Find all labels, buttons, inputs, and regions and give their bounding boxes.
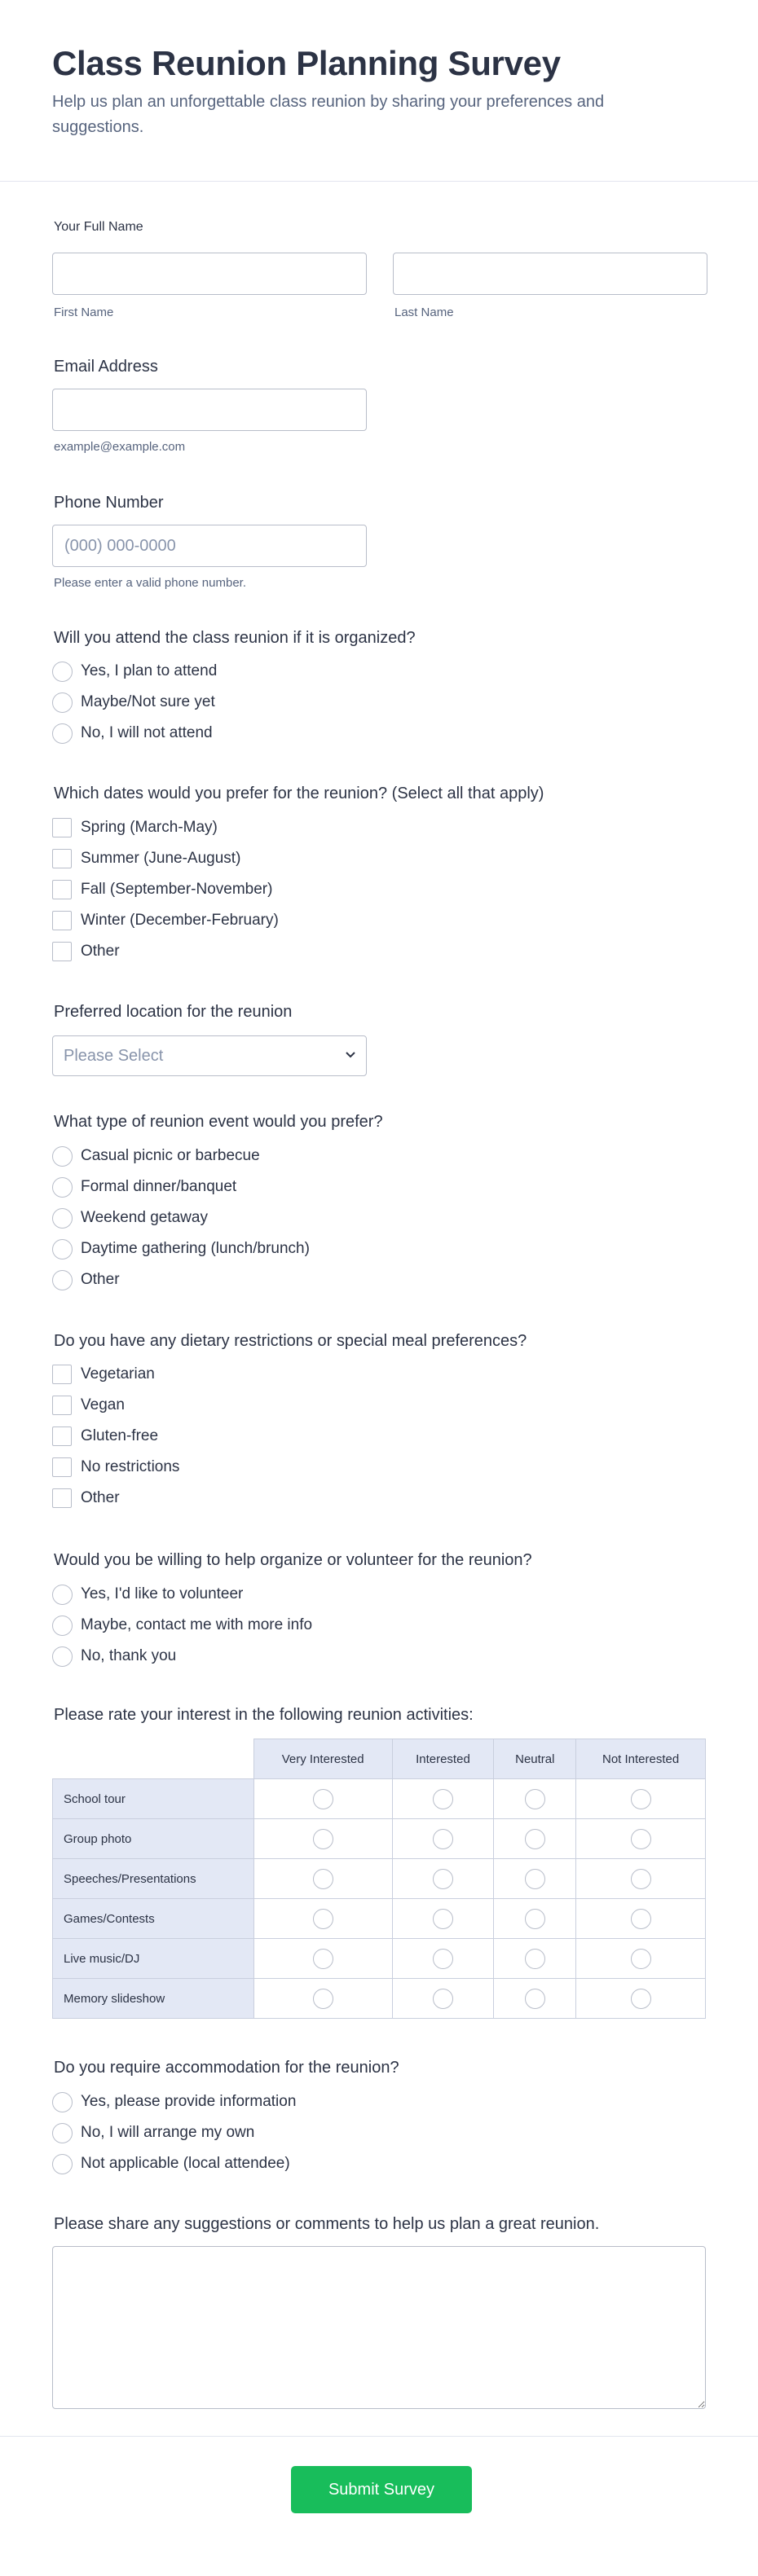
matrix-header-row: [53, 1739, 706, 1779]
matrix-cell: [576, 1979, 706, 2019]
email-sublabel: example@example.com: [54, 440, 186, 454]
email-input[interactable]: [52, 389, 367, 431]
attend-option-label: No, I will not attend: [81, 724, 213, 741]
event-type-options: [51, 1141, 310, 1295]
event-type-option[interactable]: [51, 1141, 310, 1172]
attend-option-label: Yes, I plan to attend: [81, 662, 218, 679]
first-name-sublabel: First Name: [54, 306, 114, 319]
email-question-label: Email Address: [54, 358, 158, 376]
matrix-cell: [576, 1819, 706, 1859]
matrix-cell: [253, 1819, 392, 1859]
radio-button[interactable]: [433, 1789, 453, 1809]
accommodation-option-label: No, I will arrange my own: [81, 2124, 255, 2141]
radio-button[interactable]: [52, 1615, 73, 1636]
radio-button[interactable]: [313, 1869, 333, 1889]
matrix-row: [53, 1899, 706, 1939]
matrix-corner: [53, 1739, 254, 1779]
accommodation-option-label: Yes, please provide information: [81, 2093, 297, 2110]
radio-button[interactable]: [631, 1869, 651, 1889]
volunteer-options: [51, 1579, 312, 1672]
dates-option-label: Other: [81, 943, 120, 960]
volunteer-option[interactable]: [51, 1610, 312, 1641]
event-type-question-label: What type of reunion event would you prefer?: [54, 1113, 383, 1131]
radio-button[interactable]: [631, 1789, 651, 1809]
radio-button[interactable]: [313, 1989, 333, 2009]
attend-question-label: Will you attend the class reunion if it is organized?: [54, 629, 416, 647]
location-select-value: Please Select: [64, 1046, 164, 1065]
dates-option[interactable]: [51, 936, 279, 967]
last-name-input[interactable]: [393, 253, 707, 295]
matrix-cell: [494, 1939, 576, 1979]
form-header: [0, 0, 758, 182]
checkbox[interactable]: [52, 942, 72, 961]
dates-option[interactable]: [51, 905, 279, 936]
matrix-cell: [494, 1819, 576, 1859]
radio-button[interactable]: [433, 1989, 453, 2009]
event-type-option[interactable]: [51, 1202, 310, 1233]
location-select[interactable]: [52, 1035, 367, 1076]
dates-option[interactable]: [51, 812, 279, 843]
matrix-row: [53, 1939, 706, 1979]
matrix-column-header: Very Interested: [253, 1739, 392, 1779]
matrix-cell: [576, 1859, 706, 1899]
radio-button[interactable]: [52, 1146, 73, 1167]
event-type-option-label: Formal dinner/banquet: [81, 1178, 237, 1195]
matrix-row-label: Group photo: [53, 1819, 254, 1859]
radio-button[interactable]: [313, 1829, 333, 1849]
matrix-cell: [576, 1899, 706, 1939]
checkbox[interactable]: [52, 1457, 72, 1477]
event-type-option-label: Weekend getaway: [81, 1209, 208, 1226]
radio-button[interactable]: [525, 1789, 545, 1809]
checkbox[interactable]: [52, 1396, 72, 1415]
radio-button[interactable]: [52, 2154, 73, 2174]
checkbox[interactable]: [52, 1365, 72, 1384]
form-footer: [0, 2436, 758, 2576]
radio-button[interactable]: [52, 2123, 73, 2143]
radio-button[interactable]: [52, 1270, 73, 1290]
radio-button[interactable]: [525, 1869, 545, 1889]
accommodation-options: [51, 2086, 296, 2179]
dietary-option-label: No restrictions: [81, 1458, 180, 1475]
matrix-column-header: Interested: [392, 1739, 494, 1779]
checkbox[interactable]: [52, 880, 72, 899]
radio-button[interactable]: [52, 1239, 73, 1259]
dates-option-label: Summer (June-August): [81, 850, 241, 867]
matrix-cell: [392, 1939, 494, 1979]
event-type-option[interactable]: [51, 1264, 310, 1295]
form-title: Class Reunion Planning Survey: [52, 44, 561, 82]
dietary-option-label: Vegetarian: [81, 1365, 155, 1383]
matrix-row: [53, 1979, 706, 2019]
radio-button[interactable]: [631, 1829, 651, 1849]
matrix-cell: [576, 1779, 706, 1819]
accommodation-question-label: Do you require accommodation for the reunion?: [54, 2059, 399, 2077]
activities-question-label: Please rate your interest in the following reunion activities:: [54, 1706, 474, 1724]
dates-question-label: Which dates would you prefer for the reunion? (Select all that apply): [54, 785, 544, 802]
submit-button[interactable]: Submit Survey: [291, 2466, 472, 2513]
matrix-row-label: Memory slideshow: [53, 1979, 254, 2019]
dates-option-label: Fall (September-November): [81, 881, 273, 898]
dietary-option[interactable]: [51, 1452, 179, 1483]
matrix-cell: [392, 1779, 494, 1819]
matrix-cell: [392, 1859, 494, 1899]
event-type-option-label: Daytime gathering (lunch/brunch): [81, 1240, 310, 1257]
volunteer-option[interactable]: [51, 1641, 312, 1672]
phone-sublabel: Please enter a valid phone number.: [54, 576, 246, 590]
dates-option-label: Spring (March-May): [81, 819, 218, 836]
dietary-option-label: Vegan: [81, 1396, 125, 1413]
checkbox[interactable]: [52, 1426, 72, 1446]
attend-option[interactable]: [51, 687, 217, 718]
dietary-question-label: Do you have any dietary restrictions or special meal preferences?: [54, 1332, 527, 1350]
radio-button[interactable]: [433, 1829, 453, 1849]
chevron-down-icon: [345, 1051, 356, 1059]
radio-button[interactable]: [313, 1789, 333, 1809]
dietary-option[interactable]: [51, 1390, 179, 1421]
matrix-cell: [576, 1939, 706, 1979]
radio-button[interactable]: [52, 1208, 73, 1229]
radio-button[interactable]: [433, 1869, 453, 1889]
event-type-option-label: Casual picnic or barbecue: [81, 1147, 260, 1164]
matrix-cell: [392, 1819, 494, 1859]
matrix-cell: [253, 1899, 392, 1939]
dietary-option-label: Gluten-free: [81, 1427, 159, 1444]
radio-button[interactable]: [313, 1949, 333, 1969]
name-fields: [52, 253, 707, 320]
location-question-label: Preferred location for the reunion: [54, 1003, 293, 1021]
form-subtitle: Help us plan an unforgettable class reunion by sharing your preferences and suggestions.: [52, 93, 605, 136]
checkbox[interactable]: [52, 849, 72, 868]
last-name-sublabel: Last Name: [394, 306, 454, 319]
comments-textarea[interactable]: [52, 2246, 706, 2409]
comments-question-label: Please share any suggestions or comments to help us plan a great reunion.: [54, 2215, 600, 2233]
checkbox[interactable]: [52, 1488, 72, 1508]
accommodation-option[interactable]: [51, 2148, 296, 2179]
first-name-input[interactable]: [52, 253, 367, 295]
radio-button[interactable]: [52, 2092, 73, 2112]
radio-button[interactable]: [433, 1909, 453, 1929]
matrix-cell: [494, 1859, 576, 1899]
matrix-row-label: School tour: [53, 1779, 254, 1819]
matrix-cell: [494, 1979, 576, 2019]
radio-button[interactable]: [525, 1829, 545, 1849]
accommodation-option-label: Not applicable (local attendee): [81, 2155, 290, 2172]
matrix-cell: [253, 1779, 392, 1819]
dates-option[interactable]: [51, 874, 279, 905]
radio-button[interactable]: [52, 1585, 73, 1605]
phone-input[interactable]: [52, 525, 367, 567]
radio-button[interactable]: [52, 723, 73, 744]
attend-options: [51, 656, 217, 749]
matrix-cell: [392, 1979, 494, 2019]
radio-button[interactable]: [52, 692, 73, 713]
event-type-option[interactable]: [51, 1233, 310, 1264]
matrix-row-label: Games/Contests: [53, 1899, 254, 1939]
volunteer-option[interactable]: [51, 1579, 312, 1610]
dietary-option[interactable]: [51, 1483, 179, 1514]
dates-options: [51, 812, 279, 967]
activities-matrix: [52, 1739, 706, 2019]
attend-option-label: Maybe/Not sure yet: [81, 693, 215, 710]
checkbox[interactable]: [52, 911, 72, 930]
matrix-cell: [392, 1899, 494, 1939]
dates-option-label: Winter (December-February): [81, 912, 279, 929]
event-type-option-label: Other: [81, 1271, 120, 1288]
matrix-cell: [494, 1899, 576, 1939]
radio-button[interactable]: [631, 1989, 651, 2009]
checkbox[interactable]: [52, 818, 72, 837]
volunteer-option-label: Maybe, contact me with more info: [81, 1616, 313, 1633]
volunteer-option-label: No, thank you: [81, 1647, 177, 1664]
radio-button[interactable]: [313, 1909, 333, 1929]
matrix-column-header: Neutral: [494, 1739, 576, 1779]
radio-button[interactable]: [631, 1949, 651, 1969]
radio-button[interactable]: [433, 1949, 453, 1969]
matrix-cell: [494, 1779, 576, 1819]
phone-question-label: Phone Number: [54, 494, 164, 512]
dates-option[interactable]: [51, 843, 279, 874]
matrix-column-header: Not Interested: [576, 1739, 706, 1779]
dietary-option[interactable]: [51, 1421, 179, 1452]
matrix-cell: [253, 1859, 392, 1899]
name-question-label: Your Full Name: [54, 220, 143, 234]
volunteer-option-label: Yes, I'd like to volunteer: [81, 1585, 244, 1602]
matrix-row-label: Live music/DJ: [53, 1939, 254, 1979]
attend-option[interactable]: [51, 656, 217, 687]
matrix-row-label: Speeches/Presentations: [53, 1859, 254, 1899]
radio-button[interactable]: [525, 1989, 545, 2009]
dietary-option-label: Other: [81, 1489, 120, 1506]
radio-button[interactable]: [52, 1646, 73, 1667]
dietary-options: [51, 1359, 179, 1514]
volunteer-question-label: Would you be willing to help organize or volunteer for the reunion?: [54, 1551, 532, 1569]
radio-button[interactable]: [525, 1949, 545, 1969]
radio-button[interactable]: [631, 1909, 651, 1929]
radio-button[interactable]: [52, 662, 73, 682]
matrix-cell: [253, 1939, 392, 1979]
accommodation-option[interactable]: [51, 2117, 296, 2148]
dietary-option[interactable]: [51, 1359, 179, 1390]
matrix-row: [53, 1819, 706, 1859]
matrix-cell: [253, 1979, 392, 2019]
event-type-option[interactable]: [51, 1172, 310, 1202]
matrix-row: [53, 1779, 706, 1819]
accommodation-option[interactable]: [51, 2086, 296, 2117]
matrix-row: [53, 1859, 706, 1899]
attend-option[interactable]: [51, 718, 217, 749]
radio-button[interactable]: [525, 1909, 545, 1929]
radio-button[interactable]: [52, 1177, 73, 1198]
